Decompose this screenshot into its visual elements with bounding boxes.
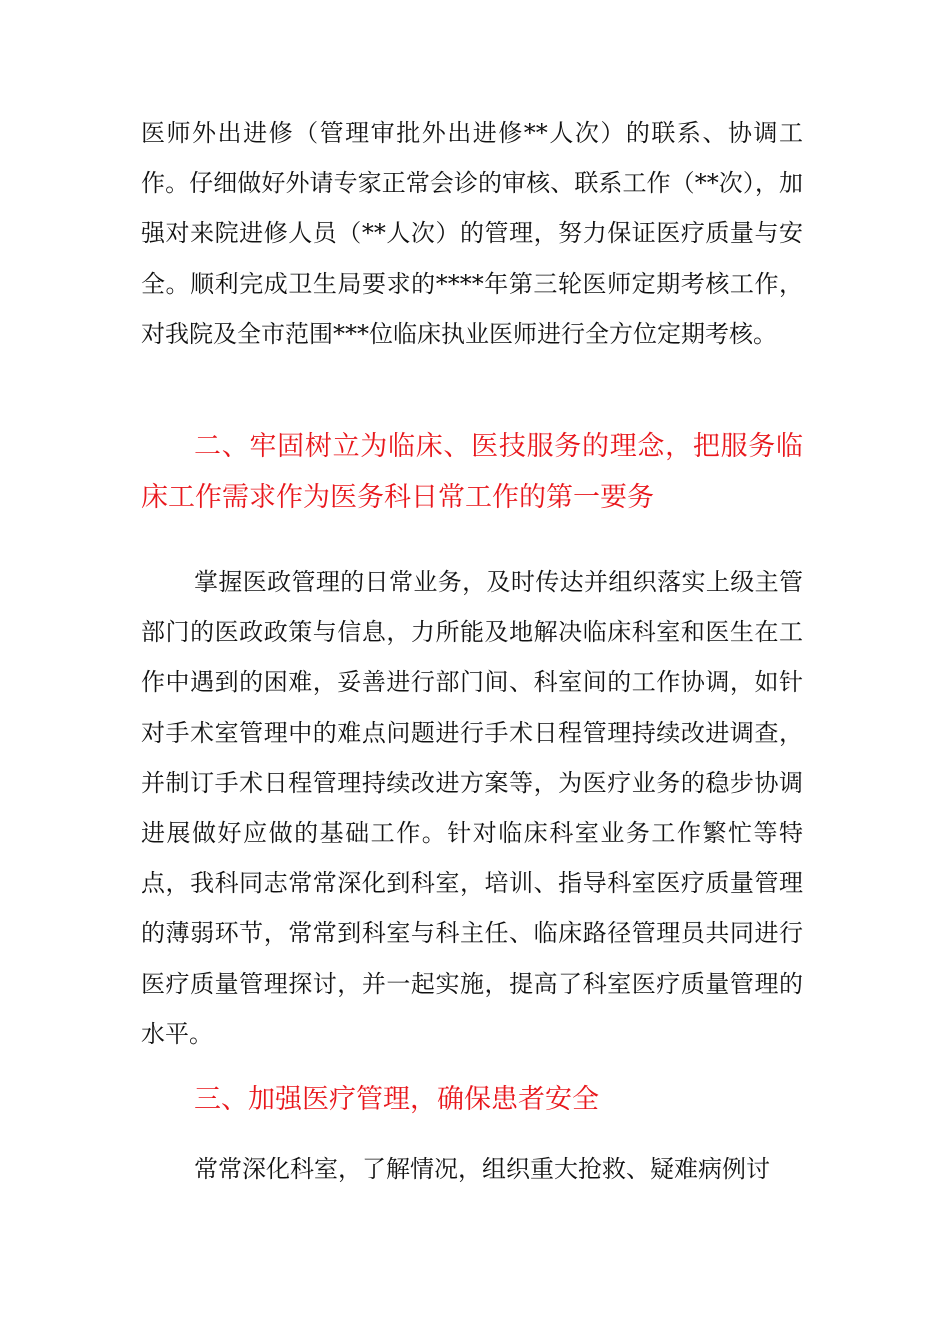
body-paragraph-continuation: 医师外出进修（管理审批外出进修**人次）的联系、协调工作。仔细做好外请专家正常会诊的审核、联系工作（**次），加强对来院进修人员（**人次）的管理，努力保证医疗质量与安全。顺利完成卫生局要求的****年第三轮医师定期考核工作，对我院及全市范围***位临床执业医师进行全方位定期考核。 [141, 119, 803, 348]
section-heading-2: 二、牢固树立为临床、医技服务的理念，把服务临床工作需求作为医务科日常工作的第一要务 [141, 431, 803, 513]
section-heading-3: 三、加强医疗管理，确保患者安全 [194, 1084, 599, 1115]
body-paragraph-section-2: 掌握医政管理的日常业务，及时传达并组织落实上级主管部门的医政政策与信息，力所能及地解决临床科室和医生在工作中遇到的困难，妥善进行部门间、科室间的工作协调，如针对手术室管理中的难点问题进行手术日程管理持续改进调查，并制订手术日程管理持续改进方案等，为医疗业务的稳步协调进展做好应做的基础工作。针对临床科室业务工作繁忙等特点，我科同志常常深化到科室，培训、指导科室医疗质量管理的薄弱环节，常常到科室与科主任、临床路径管理员共同进行医疗质量管理探讨，并一起实施，提高了科室医疗质量管理的水平。 [141, 568, 803, 1048]
body-paragraph-section-3: 常常深化科室，了解情况，组织重大抢救、疑难病例讨 [194, 1155, 770, 1183]
